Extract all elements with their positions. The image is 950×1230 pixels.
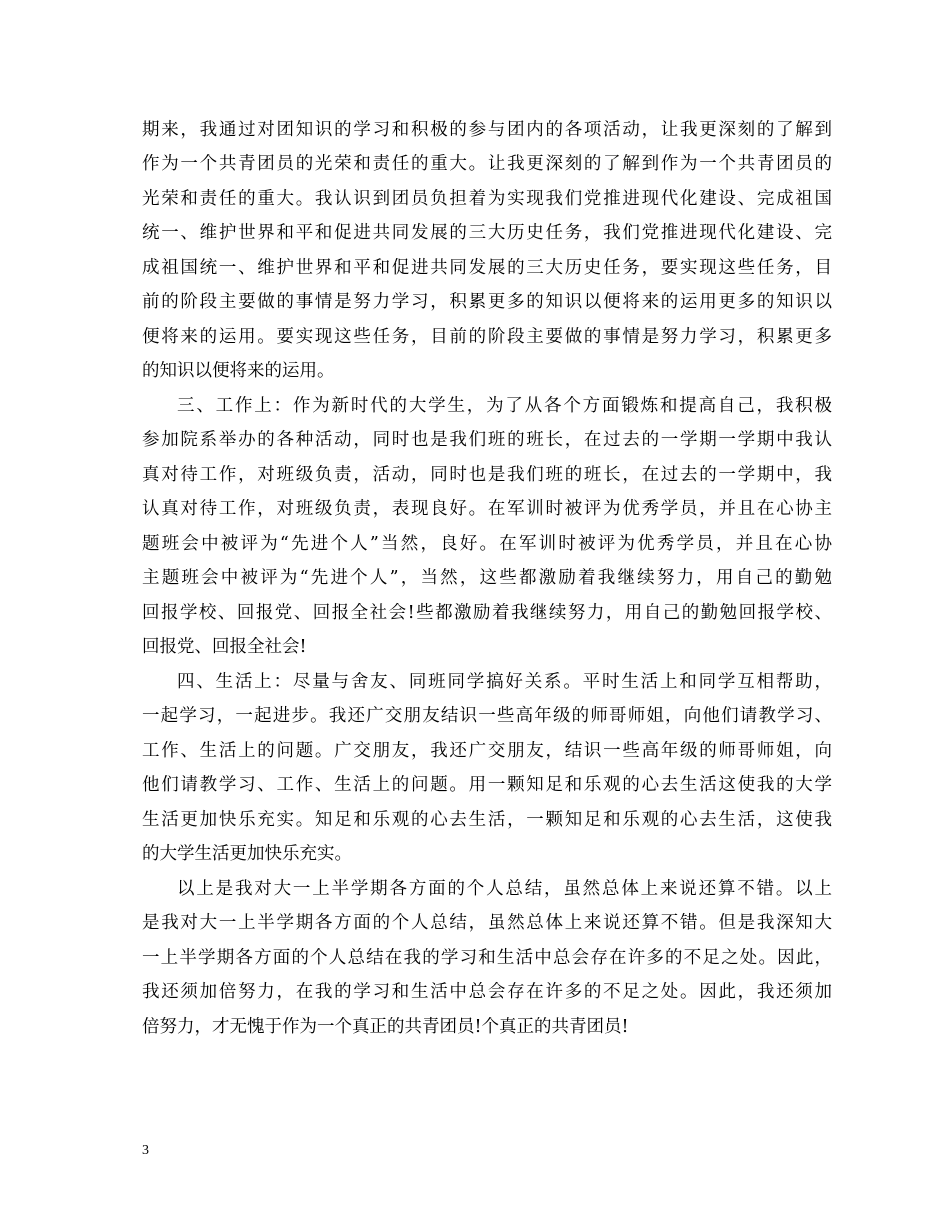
text-line: 回报学校、回报党、回报全社会!些都激励着我继续努力，用自己的勤勉回报学校、 — [142, 603, 832, 623]
text-line: 他们请教学习、工作、生活上的问题。用一颗知足和乐观的心去生活这使我的大学 — [142, 775, 832, 795]
text-line: 题班会中被评为“先进个人”当然，良好。在军训时被评为优秀学员，并且在心协 — [142, 534, 832, 554]
text-line: 一上半学期各方面的个人总结在我的学习和生活中总会存在许多的不足之处。因此， — [142, 948, 832, 968]
page-number: 3 — [142, 1143, 149, 1158]
paragraph-heading-work: 三、工作上：作为新时代的大学生，为了从各个方面锻炼和提高自己，我积极 — [177, 396, 832, 416]
text-line: 作为一个共青团员的光荣和责任的重大。让我更深刻的了解到作为一个共青团员的 — [142, 154, 832, 174]
text-line: 的知识以便将来的运用。 — [142, 361, 335, 381]
text-line: 倍努力，才无愧于作为一个真正的共青团员!个真正的共青团员! — [142, 1017, 629, 1037]
text-line: 工作、生活上的问题。广交朋友，我还广交朋友，结识一些高年级的师哥师姐，向 — [142, 741, 832, 761]
text-line: 生活更加快乐充实。知足和乐观的心去生活，一颗知足和乐观的心去生活，这使我 — [142, 810, 832, 830]
text-line: 前的阶段主要做的事情是努力学习，积累更多的知识以便将来的运用更多的知识以 — [142, 292, 832, 312]
text-line: 认真对待工作，对班级负责，表现良好。在军训时被评为优秀学员，并且在心协主 — [142, 499, 832, 519]
text-line: 光荣和责任的重大。我认识到团员负担着为实现我们党推进现代化建设、完成祖国 — [142, 189, 832, 209]
paragraph-heading-life: 四、生活上：尽量与舍友、同班同学搞好关系。平时生活上和同学互相帮助， — [177, 672, 832, 692]
text-line: 期来，我通过对团知识的学习和积极的参与团内的各项活动，让我更深刻的了解到 — [142, 120, 832, 140]
text-line: 的大学生活更加快乐充实。 — [142, 844, 352, 864]
text-line: 我还须加倍努力，在我的学习和生活中总会存在许多的不足之处。因此，我还须加 — [142, 982, 832, 1002]
text-line: 是我对大一上半学期各方面的个人总结，虽然总体上来说还算不错。但是我深知大 — [142, 913, 832, 933]
text-line: 便将来的运用。要实现这些任务，目前的阶段主要做的事情是努力学习，积累更多 — [142, 327, 832, 347]
paragraph-summary: 以上是我对大一上半学期各方面的个人总结，虽然总体上来说还算不错。以上 — [177, 879, 832, 899]
text-line: 统一、维护世界和平和促进共同发展的三大历史任务，我们党推进现代化建设、完 — [142, 223, 832, 243]
text-line: 成祖国统一、维护世界和平和促进共同发展的三大历史任务，要实现这些任务，目 — [142, 258, 832, 278]
text-line: 主题班会中被评为“先进个人”，当然，这些都激励着我继续努力，用自己的勤勉 — [142, 568, 832, 588]
text-line: 回报党、回报全社会! — [142, 637, 307, 657]
text-line: 参加院系举办的各种活动，同时也是我们班的班长，在过去的一学期一学期中我认 — [142, 430, 832, 450]
text-line: 一起学习，一起进步。我还广交朋友结识一些高年级的师哥师姐，向他们请教学习、 — [142, 706, 832, 726]
text-line: 真对待工作，对班级负责，活动，同时也是我们班的班长，在过去的一学期中，我 — [142, 465, 832, 485]
